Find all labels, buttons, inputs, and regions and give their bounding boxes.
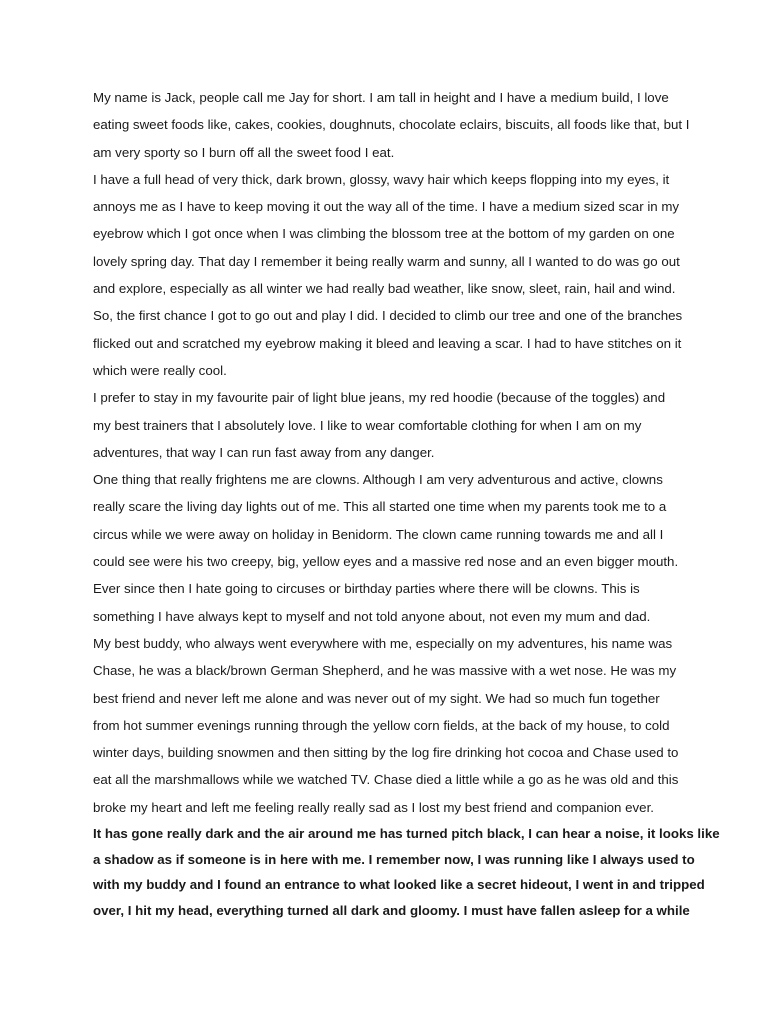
text-line: I prefer to stay in my favourite pair of light blue jeans, my red hoodie (because of the toggles) and [93,390,666,406]
text-line: something I have always kept to myself and not told anyone about, not even my mum and dad. [93,608,651,624]
text-line: circus while we were away on holiday in Benidorm. The clown came running towards me and all I [93,526,664,542]
text-line: am very sporty so I burn off all the sweet food I eat. [93,144,395,160]
text-line: lovely spring day. That day I remember it being really warm and sunny, all I wanted to do was go out [93,253,680,269]
text-line: My name is Jack, people call me Jay for short. I am tall in height and I have a medium build, I love [93,90,669,105]
document-body [93,84,720,923]
text-line: from hot summer evenings running through the yellow corn fields, at the back of my house, to cold [93,717,670,733]
text-line: adventures, that way I can run fast away from any danger. [93,444,435,460]
text-line: which were really cool. [93,362,227,378]
text-line: best friend and never left me alone and was never out of my sight. We had so much fun together [93,690,660,706]
text-line: Ever since then I hate going to circuses or birthday parties where there will be clowns. This is [93,581,640,597]
text-line: Chase, he was a black/brown German Shepherd, and he was massive with a wet nose. He was my [93,663,677,679]
text-line: eat all the marshmallows while we watched TV. Chase died a little while a go as he was old and this [93,772,679,788]
text-line: I have a full head of very thick, dark brown, glossy, wavy hair which keeps flopping into my eyes, it [93,171,670,187]
text-line: really scare the living day lights out of me. This all started one time when my parents took me to a [93,499,667,515]
text-line: broke my heart and left me feeling really really sad as I lost my best friend and companion ever. [93,799,654,815]
bold-text-line: a shadow as if someone is in here with me. I remember now, I was running like I always used to [93,851,695,867]
text-line: My best buddy, who always went everywhere with me, especially on my adventures, his name was [93,635,673,651]
bold-text-line: over, I hit my head, everything turned all dark and gloomy. I must have fallen asleep for a while [93,902,690,918]
text-line: annoys me as I have to keep moving it out the way all of the time. I have a medium sized scar in my [93,199,680,215]
text-line: my best trainers that I absolutely love. I like to wear comfortable clothing for when I am on my [93,417,642,433]
bold-text-line: with my buddy and I found an entrance to what looked like a secret hideout, I went in and tripped [93,877,705,893]
bold-text-line: It has gone really dark and the air around me has turned pitch black, I can hear a noise, it looks like [93,826,720,842]
text-line: So, the first chance I got to go out and play I did. I decided to climb our tree and one of the branches [93,308,683,324]
text-line: eating sweet foods like, cakes, cookies, doughnuts, chocolate eclairs, biscuits, all foods like that, but I [93,117,690,133]
text-line: could see were his two creepy, big, yellow eyes and a massive red nose and an even bigger mouth. [93,554,679,570]
text-line: eyebrow which I got once when I was climbing the blossom tree at the bottom of my garden on one [93,226,675,242]
text-line: flicked out and scratched my eyebrow making it bleed and leaving a scar. I had to have stitches on it [93,335,682,351]
text-line: One thing that really frightens me are clowns. Although I am very adventurous and active, clowns [93,472,663,488]
text-line: and explore, especially as all winter we had really bad weather, like snow, sleet, rain, hail and wind. [93,281,676,297]
text-line: winter days, building snowmen and then sitting by the log fire drinking hot cocoa and Chase used to [93,745,679,761]
